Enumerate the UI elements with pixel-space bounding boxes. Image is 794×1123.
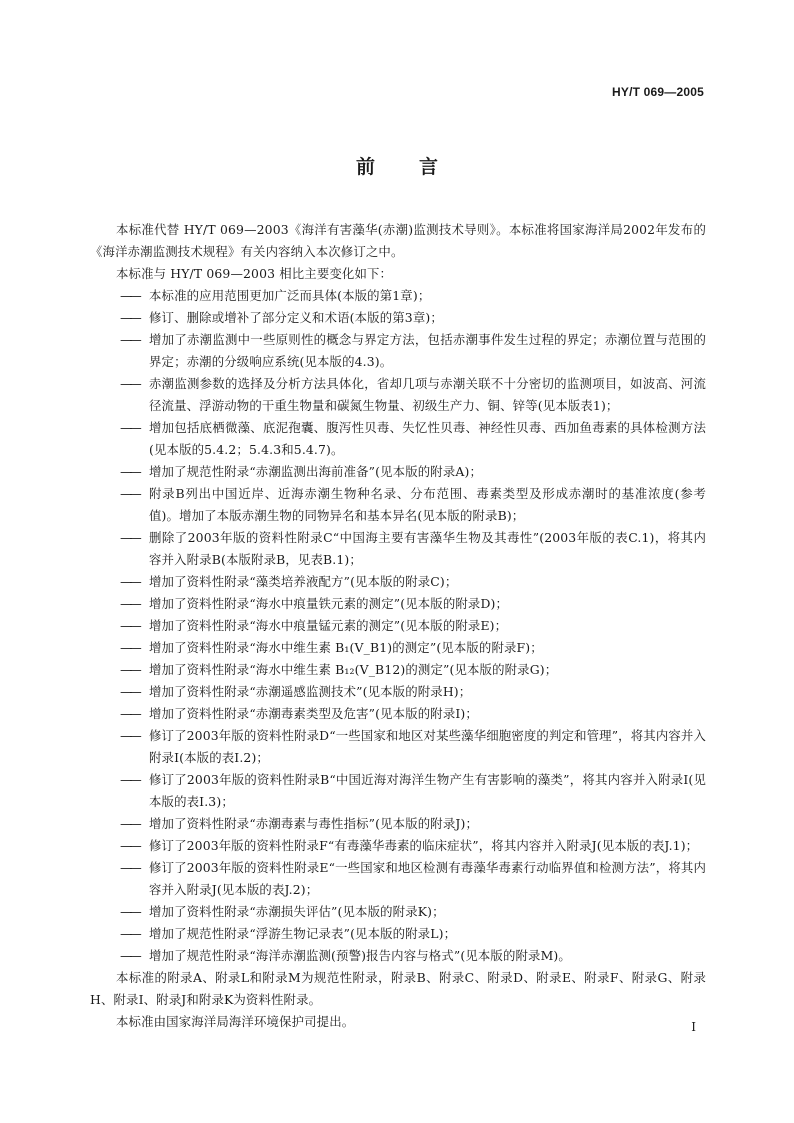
dash-marker: —— bbox=[120, 640, 139, 655]
change-item bbox=[90, 527, 706, 571]
dash-marker: —— bbox=[120, 662, 139, 677]
dash-marker: —— bbox=[120, 816, 139, 831]
change-item bbox=[90, 945, 706, 967]
dash-marker: —— bbox=[120, 904, 139, 919]
dash-marker: —— bbox=[120, 772, 139, 787]
dash-marker: —— bbox=[120, 574, 139, 589]
dash-marker: —— bbox=[120, 706, 139, 721]
dash-marker: —— bbox=[120, 860, 139, 875]
dash-marker: —— bbox=[120, 596, 139, 611]
change-item bbox=[90, 857, 706, 901]
dash-marker: —— bbox=[120, 486, 139, 501]
dash-marker: —— bbox=[120, 420, 139, 435]
outro-paragraph: 本标准的附录A、附录L和附录M为规范性附录，附录B、附录C、附录D、附录E、附录F、附录G、附录H、附录I、附录J和附录K为资料性附录。 bbox=[90, 970, 706, 1007]
change-text: 增加了资料性附录“海水中痕量锰元素的测定”(见本版的附录E)； bbox=[149, 618, 508, 633]
change-text: 修订了2003年版的资料性附录B“中国近海对海洋生物产生有害影响的藻类”，将其内容并入附录I(见本版的表I.3)； bbox=[149, 772, 706, 809]
change-text: 修订了2003年版的资料性附录D“一些国家和地区对某些藻华细胞密度的判定和管理”，将其内容并入附录I(本版的表I.2)； bbox=[149, 728, 706, 765]
change-text: 增加了资料性附录“藻类培养液配方”(见本版的附录C)； bbox=[149, 574, 458, 589]
document-body bbox=[90, 219, 706, 1033]
change-item bbox=[90, 659, 706, 681]
outro-paragraph: 本标准由国家海洋局海洋环境保护司提出。 bbox=[116, 1014, 355, 1029]
change-item bbox=[90, 593, 706, 615]
intro-paragraph: 本标准代替 HY/T 069—2003《海洋有害藻华(赤潮)监测技术导则》。本标准将国家海洋局2002年发布的《海洋赤潮监测技术规程》有关内容纳入本次修订之中。 bbox=[90, 222, 706, 259]
change-item bbox=[90, 417, 706, 461]
change-item bbox=[90, 901, 706, 923]
change-item bbox=[90, 637, 706, 659]
change-text: 增加了资料性附录“赤潮遥感监测技术”(见本版的附录H)； bbox=[149, 684, 472, 699]
change-item bbox=[90, 681, 706, 703]
change-list bbox=[90, 285, 706, 967]
change-item bbox=[90, 571, 706, 593]
change-text: 增加了规范性附录“海洋赤潮监测(预警)报告内容与格式”(见本版的附录M)。 bbox=[149, 948, 571, 963]
standard-number: HY/T 069—2005 bbox=[612, 85, 704, 99]
change-item bbox=[90, 615, 706, 637]
change-text: 修订、删除或增补了部分定义和术语(本版的第3章)； bbox=[149, 310, 443, 325]
change-text: 增加了资料性附录“海水中维生素 B₁₂(V_B12)的测定”(见本版的附录G)； bbox=[149, 662, 558, 677]
change-item bbox=[90, 329, 706, 373]
change-text: 修订了2003年版的资料性附录F“有毒藻华毒素的临床症状”，将其内容并入附录J(见本版的表J.1)； bbox=[149, 838, 699, 853]
dash-marker: —— bbox=[120, 684, 139, 699]
change-text: 增加了资料性附录“赤潮损失评估”(见本版的附录K)； bbox=[149, 904, 445, 919]
change-text: 删除了2003年版的资料性附录C“中国海主要有害藻华生物及其毒性”(2003年版的表C.1)，将其内容并入附录B(本版附录B，见表B.1)； bbox=[149, 530, 706, 567]
change-text: 增加包括底栖微藻、底泥孢囊、腹泻性贝毒、失忆性贝毒、神经性贝毒、西加鱼毒素的具体检测方法(见本版的5.4.2；5.4.3和5.4.7)。 bbox=[149, 420, 706, 457]
dash-marker: —— bbox=[120, 464, 139, 479]
dash-marker: —— bbox=[120, 332, 139, 347]
change-text: 增加了资料性附录“赤潮毒素与毒性指标”(见本版的附录J)； bbox=[149, 816, 479, 831]
change-text: 增加了资料性附录“海水中维生素 B₁(V_B1)的测定”(见本版的附录F)； bbox=[149, 640, 543, 655]
page-title: 前言 bbox=[355, 156, 482, 178]
change-item bbox=[90, 461, 706, 483]
dash-marker: —— bbox=[120, 926, 139, 941]
dash-marker: —— bbox=[120, 376, 139, 391]
change-item bbox=[90, 285, 706, 307]
intro-paragraph: 本标准与 HY/T 069—2003 相比主要变化如下： bbox=[116, 266, 393, 281]
change-text: 增加了资料性附录“赤潮毒素类型及危害”(见本版的附录I)； bbox=[149, 706, 478, 721]
change-item bbox=[90, 923, 706, 945]
dash-marker: —— bbox=[120, 728, 139, 743]
change-item bbox=[90, 725, 706, 769]
change-text: 增加了规范性附录“赤潮监测出海前准备”(见本版的附录A)； bbox=[149, 464, 483, 479]
dash-marker: —— bbox=[120, 310, 139, 325]
dash-marker: —— bbox=[120, 288, 139, 303]
page-number: I bbox=[691, 1020, 696, 1034]
change-text: 增加了资料性附录“海水中痕量铁元素的测定”(见本版的附录D)； bbox=[149, 596, 509, 611]
dash-marker: —— bbox=[120, 618, 139, 633]
dash-marker: —— bbox=[120, 838, 139, 853]
change-item bbox=[90, 483, 706, 527]
dash-marker: —— bbox=[120, 530, 139, 545]
change-text: 附录B列出中国近岸、近海赤潮生物种名录、分布范围、毒素类型及形成赤潮时的基准浓度(参考值)。增加了本版赤潮生物的同物异名和基本异名(见本版的附录B)； bbox=[149, 486, 706, 523]
change-text: 赤潮监测参数的选择及分析方法具体化，省却几项与赤潮关联不十分密切的监测项目，如波高、河流径流量、浮游动物的干重生物量和碳氮生物量、初级生产力、铜、锌等(见本版表1)； bbox=[149, 376, 706, 413]
change-item bbox=[90, 307, 706, 329]
dash-marker: —— bbox=[120, 948, 139, 963]
change-item bbox=[90, 835, 706, 857]
change-item bbox=[90, 373, 706, 417]
change-item bbox=[90, 813, 706, 835]
change-text: 修订了2003年版的资料性附录E“一些国家和地区检测有毒藻华毒素行动临界值和检测方法”，将其内容并入附录J(见本版的表J.2)； bbox=[149, 860, 706, 897]
change-item bbox=[90, 703, 706, 725]
change-text: 增加了规范性附录“浮游生物记录表”(见本版的附录L)； bbox=[149, 926, 457, 941]
change-text: 增加了赤潮监测中一些原则性的概念与界定方法，包括赤潮事件发生过程的界定；赤潮位置与范围的界定；赤潮的分级响应系统(见本版的4.3)。 bbox=[149, 332, 706, 369]
change-item bbox=[90, 769, 706, 813]
change-text: 本标准的应用范围更加广泛而具体(本版的第1章)； bbox=[149, 288, 431, 303]
